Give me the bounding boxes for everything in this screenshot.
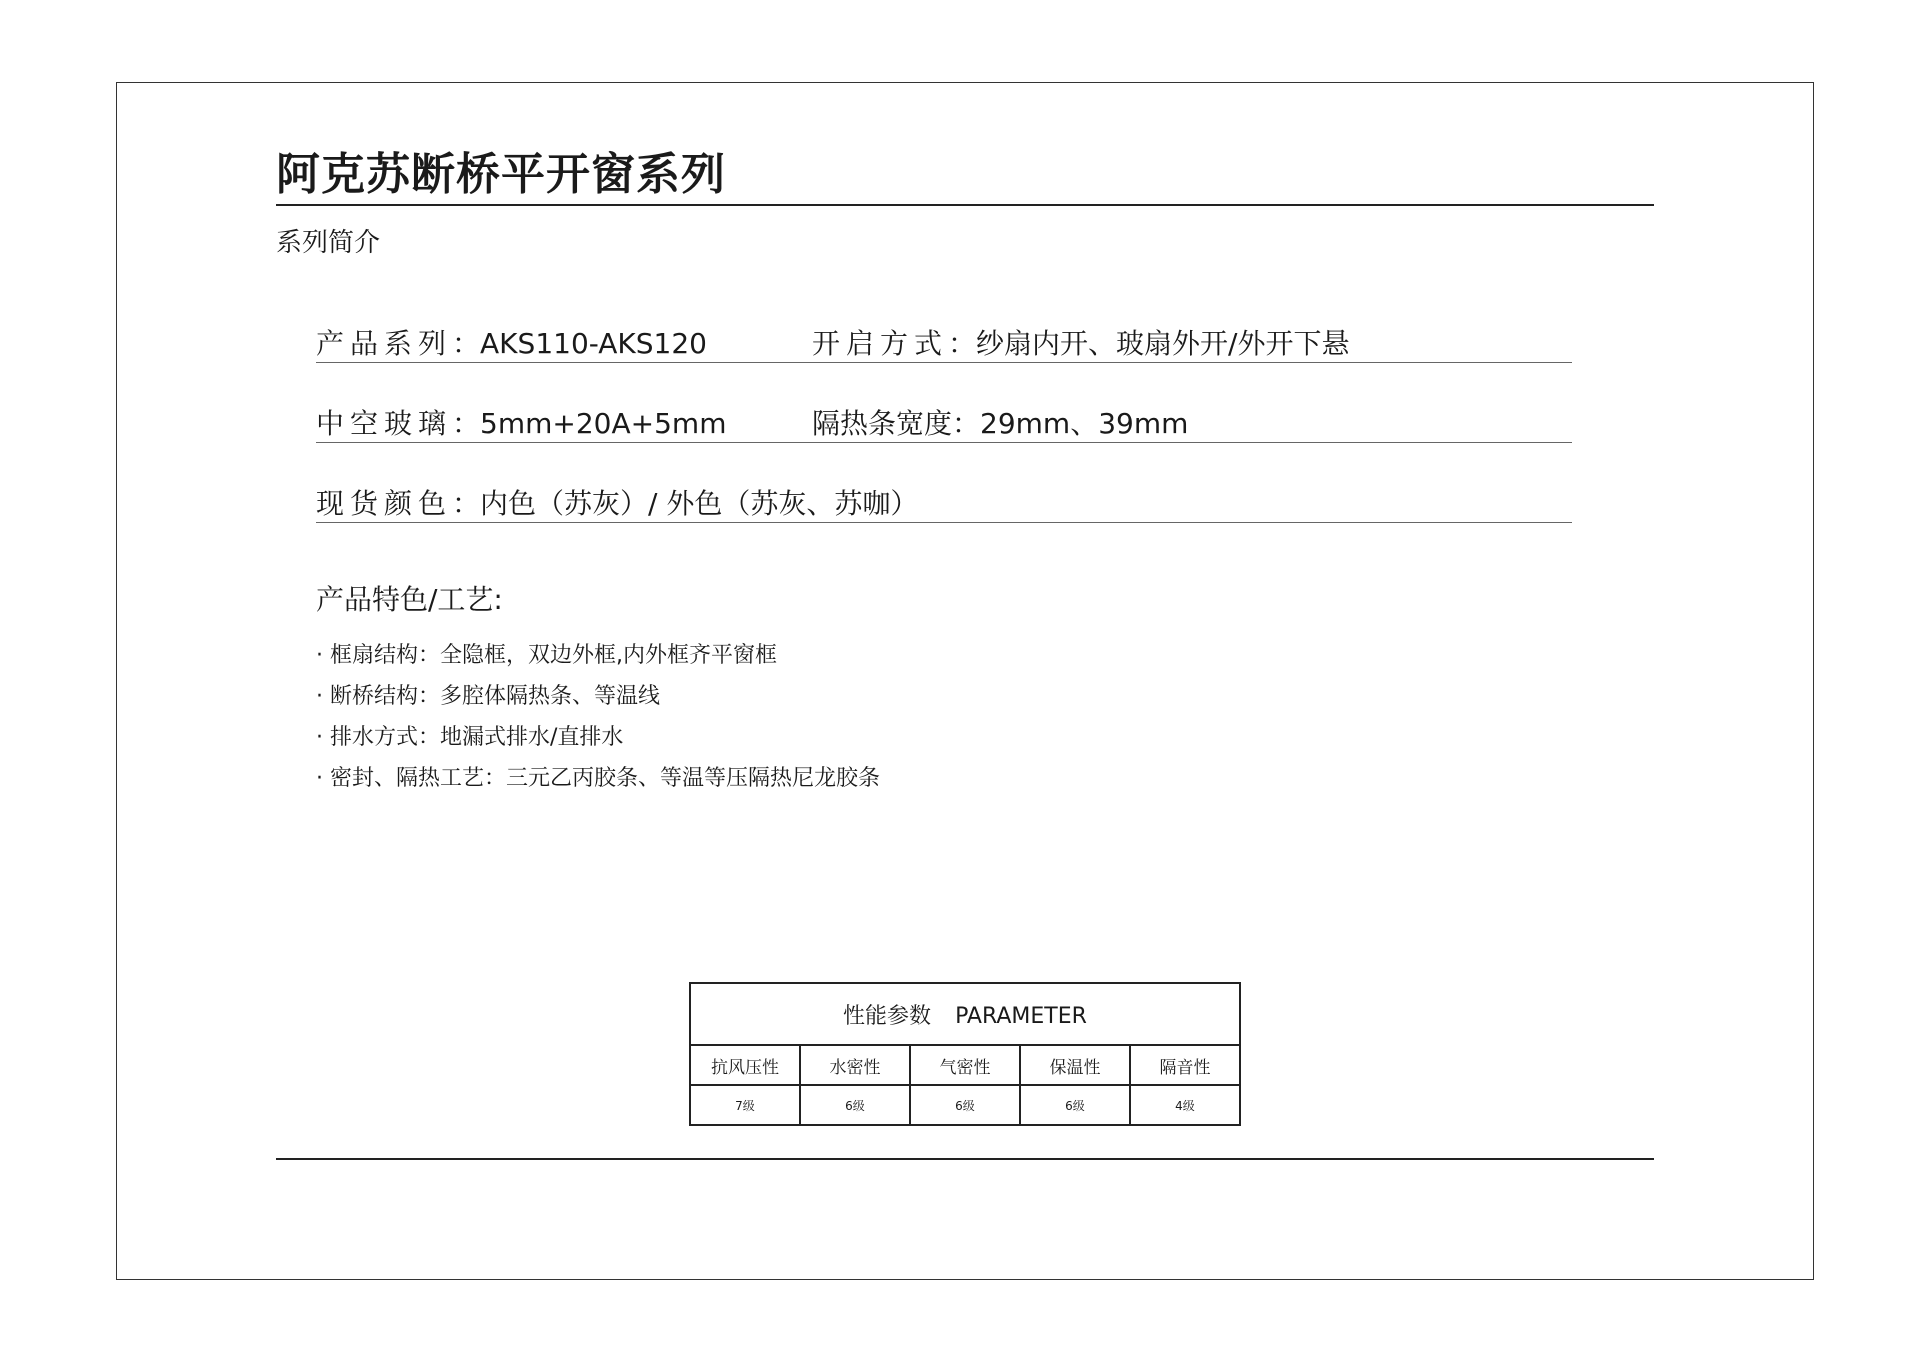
spec-opening-label: 开启方式 <box>812 327 949 360</box>
table-cell: 6级 <box>1020 1085 1130 1125</box>
parameter-table-title <box>690 983 1240 1045</box>
bottom-divider <box>276 1158 1654 1160</box>
feature-item: · 排水方式：地漏式排水/直排水 <box>316 725 624 750</box>
table-cell: 6级 <box>800 1085 910 1125</box>
spec-strip-value: 29mm、39mm <box>980 407 1189 440</box>
feature-item: · 密封、隔热工艺：三元乙丙胶条、等温等压隔热尼龙胶条 <box>316 766 880 791</box>
spec-opening-value: 纱扇内开、玻扇外开/外开下悬 <box>976 327 1350 360</box>
spec-row-2 <box>316 396 1572 443</box>
feature-item: · 框扇结构：全隐框，双边外框,内外框齐平窗框 <box>316 643 777 668</box>
column-header: 抗风压性 <box>690 1045 800 1085</box>
section-subtitle: 系列简介 <box>276 228 381 258</box>
spec-opening: 开启方式：纱扇内开、玻扇外开/外开下悬 <box>812 327 1350 360</box>
parameter-table <box>689 982 1241 1126</box>
parameter-title-cn: 性能参数 <box>843 1003 932 1029</box>
page-title: 阿克苏断桥平开窗系列 <box>276 149 726 200</box>
spec-series-label: 产品系列 <box>316 327 453 360</box>
spec-color: 现货颜色：内色（苏灰）/ 外色（苏灰、苏咖） <box>316 487 919 520</box>
column-header: 保温性 <box>1020 1045 1130 1085</box>
spec-strip: 隔热条宽度：29mm、39mm <box>812 407 1189 440</box>
spec-row-1 <box>316 316 1572 363</box>
table-cell: 4级 <box>1130 1085 1240 1125</box>
spec-series: 产品系列：AKS110-AKS120 <box>316 327 707 360</box>
spec-row-3 <box>316 476 1572 523</box>
table-cell: 7级 <box>690 1085 800 1125</box>
column-header: 隔音性 <box>1130 1045 1240 1085</box>
table-cell: 6级 <box>910 1085 1020 1125</box>
spec-series-value: AKS110-AKS120 <box>480 327 707 360</box>
column-header: 气密性 <box>910 1045 1020 1085</box>
spec-glass-value: 5mm+20A+5mm <box>480 407 727 440</box>
features-title: 产品特色/工艺: <box>316 583 503 616</box>
spec-color-label: 现货颜色 <box>316 487 453 520</box>
title-divider <box>276 204 1654 206</box>
spec-color-value: 内色（苏灰）/ 外色（苏灰、苏咖） <box>480 487 919 520</box>
spec-glass-label: 中空玻璃 <box>316 407 453 440</box>
spec-strip-label: 隔热条宽度 <box>812 407 953 440</box>
spec-glass: 中空玻璃：5mm+20A+5mm <box>316 407 727 440</box>
parameter-title-en: PARAMETER <box>955 1003 1087 1029</box>
feature-item: · 断桥结构：多腔体隔热条、等温线 <box>316 684 660 709</box>
column-header: 水密性 <box>800 1045 910 1085</box>
